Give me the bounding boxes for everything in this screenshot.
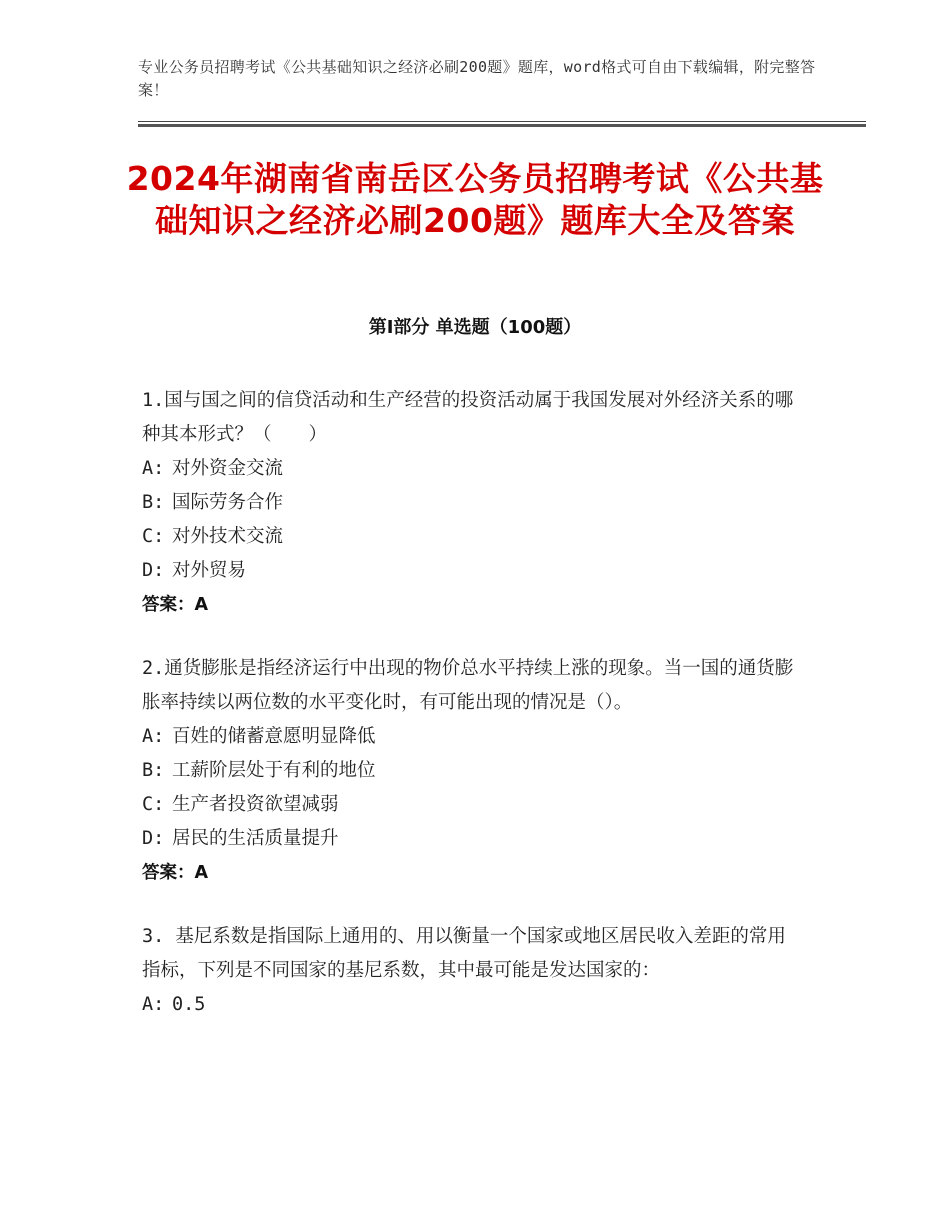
option-text: 百姓的储蓄意愿明显降低 (172, 726, 376, 747)
option-text: 0.5 (172, 994, 206, 1015)
header-note: 专业公务员招聘考试《公共基础知识之经济必刷200题》题库，word格式可自由下载编辑，附完整答案！ (138, 58, 816, 99)
answer-line (142, 856, 804, 890)
option-a (142, 720, 804, 754)
option-text: 对外技术交流 (172, 526, 284, 547)
option-letter: A: (142, 726, 165, 747)
option-c (142, 788, 804, 822)
option-letter: B: (142, 760, 165, 781)
answer-label: 答案： (142, 863, 195, 883)
question-1 (142, 384, 804, 622)
option-letter: B: (142, 492, 165, 513)
question-text: 2.通货膨胀是指经济运行中出现的物价总水平持续上涨的现象。当一国的通货膨胀率持续以两位数的水平变化时，有可能出现的情况是（）。 (142, 658, 794, 713)
option-letter: D: (142, 560, 165, 581)
option-d (142, 822, 804, 856)
option-a (142, 988, 804, 1022)
option-text: 工薪阶层处于有利的地位 (172, 760, 376, 781)
question-2 (142, 652, 804, 890)
option-text: 对外贸易 (172, 560, 247, 581)
option-text: 国际劳务合作 (172, 492, 284, 513)
header-divider-thick (138, 124, 866, 127)
answer-label: 答案： (142, 595, 195, 615)
option-letter: C: (142, 526, 165, 547)
option-text: 生产者投资欲望减弱 (172, 794, 339, 815)
question-3 (142, 920, 804, 1022)
option-letter: C: (142, 794, 165, 815)
option-letter: D: (142, 828, 165, 849)
question-list (142, 384, 804, 1052)
question-text: 1.国与国之间的信贷活动和生产经营的投资活动属于我国发展对外经济关系的哪种其本形式？（ ） (142, 390, 794, 445)
answer-value: A (194, 863, 209, 883)
answer-value: A (194, 595, 209, 615)
section-heading: 第Ⅰ部分 单选题（100题） (368, 317, 582, 338)
option-d (142, 554, 804, 588)
question-text: 3. 基尼系数是指国际上通用的、用以衡量一个国家或地区居民收入差距的常用指标，下列是不同国家的基尼系数，其中最可能是发达国家的： (142, 926, 786, 981)
option-text: 居民的生活质量提升 (172, 828, 339, 849)
option-text: 对外资金交流 (172, 458, 284, 479)
option-letter: A: (142, 994, 165, 1015)
option-b (142, 486, 804, 520)
option-c (142, 520, 804, 554)
document-title: 2024年湖南省南岳区公务员招聘考试《公共基础知识之经济必刷200题》题库大全及答案 (126, 159, 824, 240)
header-divider-thin (138, 121, 866, 122)
option-b (142, 754, 804, 788)
option-a (142, 452, 804, 486)
option-letter: A: (142, 458, 165, 479)
answer-line (142, 588, 804, 622)
